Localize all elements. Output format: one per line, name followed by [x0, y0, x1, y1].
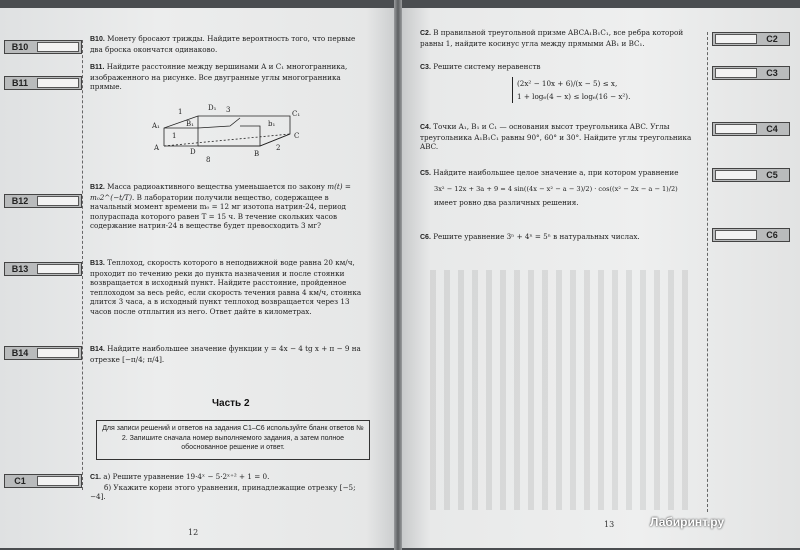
problem-b11 [90, 62, 370, 92]
answer-box [37, 476, 79, 486]
answer-tab-b14 [4, 346, 82, 360]
problem-number: B11. [90, 64, 105, 71]
answer-box [37, 196, 79, 206]
tab-label: B12 [11, 196, 29, 206]
problem-number: C5. [420, 170, 431, 177]
problem-number: B10. [90, 36, 105, 43]
answer-tab-c3 [712, 66, 790, 80]
problem-number: C1. [90, 474, 101, 481]
formula: m(t) = m₀2^(−t/T). [90, 182, 351, 202]
cut-line [707, 32, 708, 512]
tab-label: C5 [766, 170, 778, 180]
show-through [430, 270, 690, 510]
tab-label: C4 [766, 124, 778, 134]
figure-label: b₁ [268, 120, 276, 128]
figure-label: A [154, 144, 160, 152]
figure-label: 2 [276, 144, 281, 152]
answer-tab-b10 [4, 40, 82, 54]
tab-label: B10 [11, 42, 29, 52]
figure-label: 1 [178, 108, 183, 116]
problem-text: б) Укажите корни этого уравнения, принадлежащие отрезку [−5; −4]. [90, 482, 356, 502]
figure-label: D [190, 148, 196, 156]
tab-label: C6 [766, 230, 778, 240]
problem-b12 [90, 182, 370, 231]
formula: отрезке [−π/4; π/4]. [90, 354, 165, 364]
book-spine [394, 0, 402, 550]
answer-tab-c4 [712, 122, 790, 136]
problem-number: B12. [90, 184, 105, 191]
tab-label: B11 [11, 78, 28, 88]
problem-b10 [90, 34, 370, 54]
answer-tab-c1 [4, 474, 82, 488]
figure-edge [198, 118, 240, 128]
answer-box [37, 78, 79, 88]
cut-line [82, 40, 83, 490]
tab-label: C3 [766, 68, 778, 78]
figure-diagonal [164, 134, 290, 146]
problem-text: а) Решите уравнение 19·4ˣ − 5·2ˣ⁺² + 1 = 0. [103, 472, 270, 481]
figure-label: B [254, 150, 260, 158]
answer-box [37, 42, 79, 52]
problem-c4 [420, 122, 695, 152]
problem-number: C4. [420, 124, 431, 131]
problem-c2 [420, 28, 695, 48]
answer-box [715, 34, 757, 44]
figure-edge [260, 134, 290, 146]
problem-text: Теплоход, скорость которого в неподвижной воде равна 20 км/ч, проходит по течению реки до пункта назначения и после стоянки возвращается в исходный пункт. Найдите расстояние, пройденное теплоходом за весь рейс, если скорость течения равна 4 км/ч, стоянка длится 3 часа, а в исходный пункт теплоход возвращается через 13 часов после отплытия из него. Ответ дайте в километрах. [90, 258, 362, 316]
figure-label: 1 [172, 132, 177, 140]
problem-text: Найдите наибольшее значение функции y = 4x − 4 tg x + π − 9 на [107, 344, 361, 353]
inequality: 1 + log₆(4 − x) ≤ log₆(16 − x²). [517, 91, 631, 101]
problem-c5 [420, 168, 700, 208]
answer-box [715, 68, 757, 78]
page-number: 12 [188, 528, 199, 537]
problem-text: Точки A₁, B₁ и C₁ — основания высот треугольника ABC. Углы треугольника A₁B₁C₁ равны 90°, 60° и 30°. Найдите углы треугольника ABC. [420, 122, 692, 152]
figure-label: C₁ [292, 110, 301, 118]
answer-tab-c6 [712, 228, 790, 242]
watermark-logo: Лабиринт.ру [650, 515, 725, 529]
figure-label: C [294, 132, 300, 140]
page-number: 13 [604, 520, 615, 529]
problem-b13 [90, 258, 370, 317]
tab-label: C1 [14, 476, 26, 486]
answer-tab-b12 [4, 194, 82, 208]
answer-box [715, 170, 757, 180]
problem-text: В правильной треугольной призме ABCA₁B₁C₁, все ребра которой равны 1, найдите косинус угла между прямыми AB₁ и BC₁. [420, 28, 684, 48]
instruction-box [96, 420, 370, 460]
answer-tab-c5 [712, 168, 790, 182]
answer-tab-b13 [4, 262, 82, 276]
tab-label: B13 [11, 264, 29, 274]
problem-c1 [90, 472, 370, 502]
problem-c6 [420, 232, 695, 243]
problem-text: Монету бросают трижды. Найдите вероятность того, что первые два броска окончатся одинаково. [90, 34, 356, 54]
answer-tab-c2 [712, 32, 790, 46]
problem-b14 [90, 344, 370, 364]
problem-c3 [420, 62, 695, 103]
figure-label: A₁ [152, 122, 160, 130]
figure-label: 8 [206, 156, 211, 164]
answer-box [715, 124, 757, 134]
tab-label: B14 [11, 348, 29, 358]
problem-text: Найдите расстояние между вершинами A и C₁ многогранника, изображенного на рисунке. Все двугранные углы многогранника прямые. [90, 62, 348, 92]
problem-text: Решите систему неравенств [433, 62, 541, 71]
figure-edge [240, 126, 260, 146]
problem-number: B13. [90, 260, 105, 267]
problem-text: Масса радиоактивного вещества уменьшается по закону [107, 182, 325, 191]
answer-box [37, 264, 79, 274]
answer-box [37, 348, 79, 358]
problem-number: B14. [90, 346, 105, 353]
problem-number: C2. [420, 30, 431, 37]
tab-label: C2 [766, 34, 778, 44]
polyhedron-figure [150, 96, 310, 166]
inequality: (2x² − 10x + 6)/(x − 5) ≤ x, [517, 78, 618, 88]
figure-label: D₁ [208, 104, 217, 112]
figure-label: 3 [226, 106, 231, 114]
part-title: Часть 2 [212, 398, 250, 409]
problem-text: имеет ровно два различных решения. [434, 198, 579, 208]
problem-number: C3. [420, 64, 431, 71]
instruction-text: Для записи решений и ответов на задания С1–С6 используйте бланк ответов № 2. Запишите сначала номер выполняемого задания, а затем полное обоснованное решение и ответ. [102, 425, 364, 451]
problem-text: Найдите наибольшее целое значение a, при котором уравнение [433, 168, 679, 177]
problem-number: C6. [420, 234, 431, 241]
problem-text: В лаборатории получили вещество, содержащее в начальный момент времени m₀ = 12 мг изотопа натрия-24, период полураспада которого равен T = 15 ч. В течение скольких часов содержание натрия-24 в веществе будет превосходить 3 мг? [90, 192, 346, 231]
figure-label: B₁ [186, 120, 194, 128]
equation: 3x² − 12x + 3a + 9 = 4 sin((4x − x² − a − 3)/2) · cos((x² − 2x − a − 1)/2) [434, 184, 678, 193]
answer-box [715, 230, 757, 240]
answer-tab-b11 [4, 76, 82, 90]
problem-text: Решите уравнение 3ⁿ + 4ⁿ = 5ⁿ в натуральных числах. [433, 232, 640, 241]
